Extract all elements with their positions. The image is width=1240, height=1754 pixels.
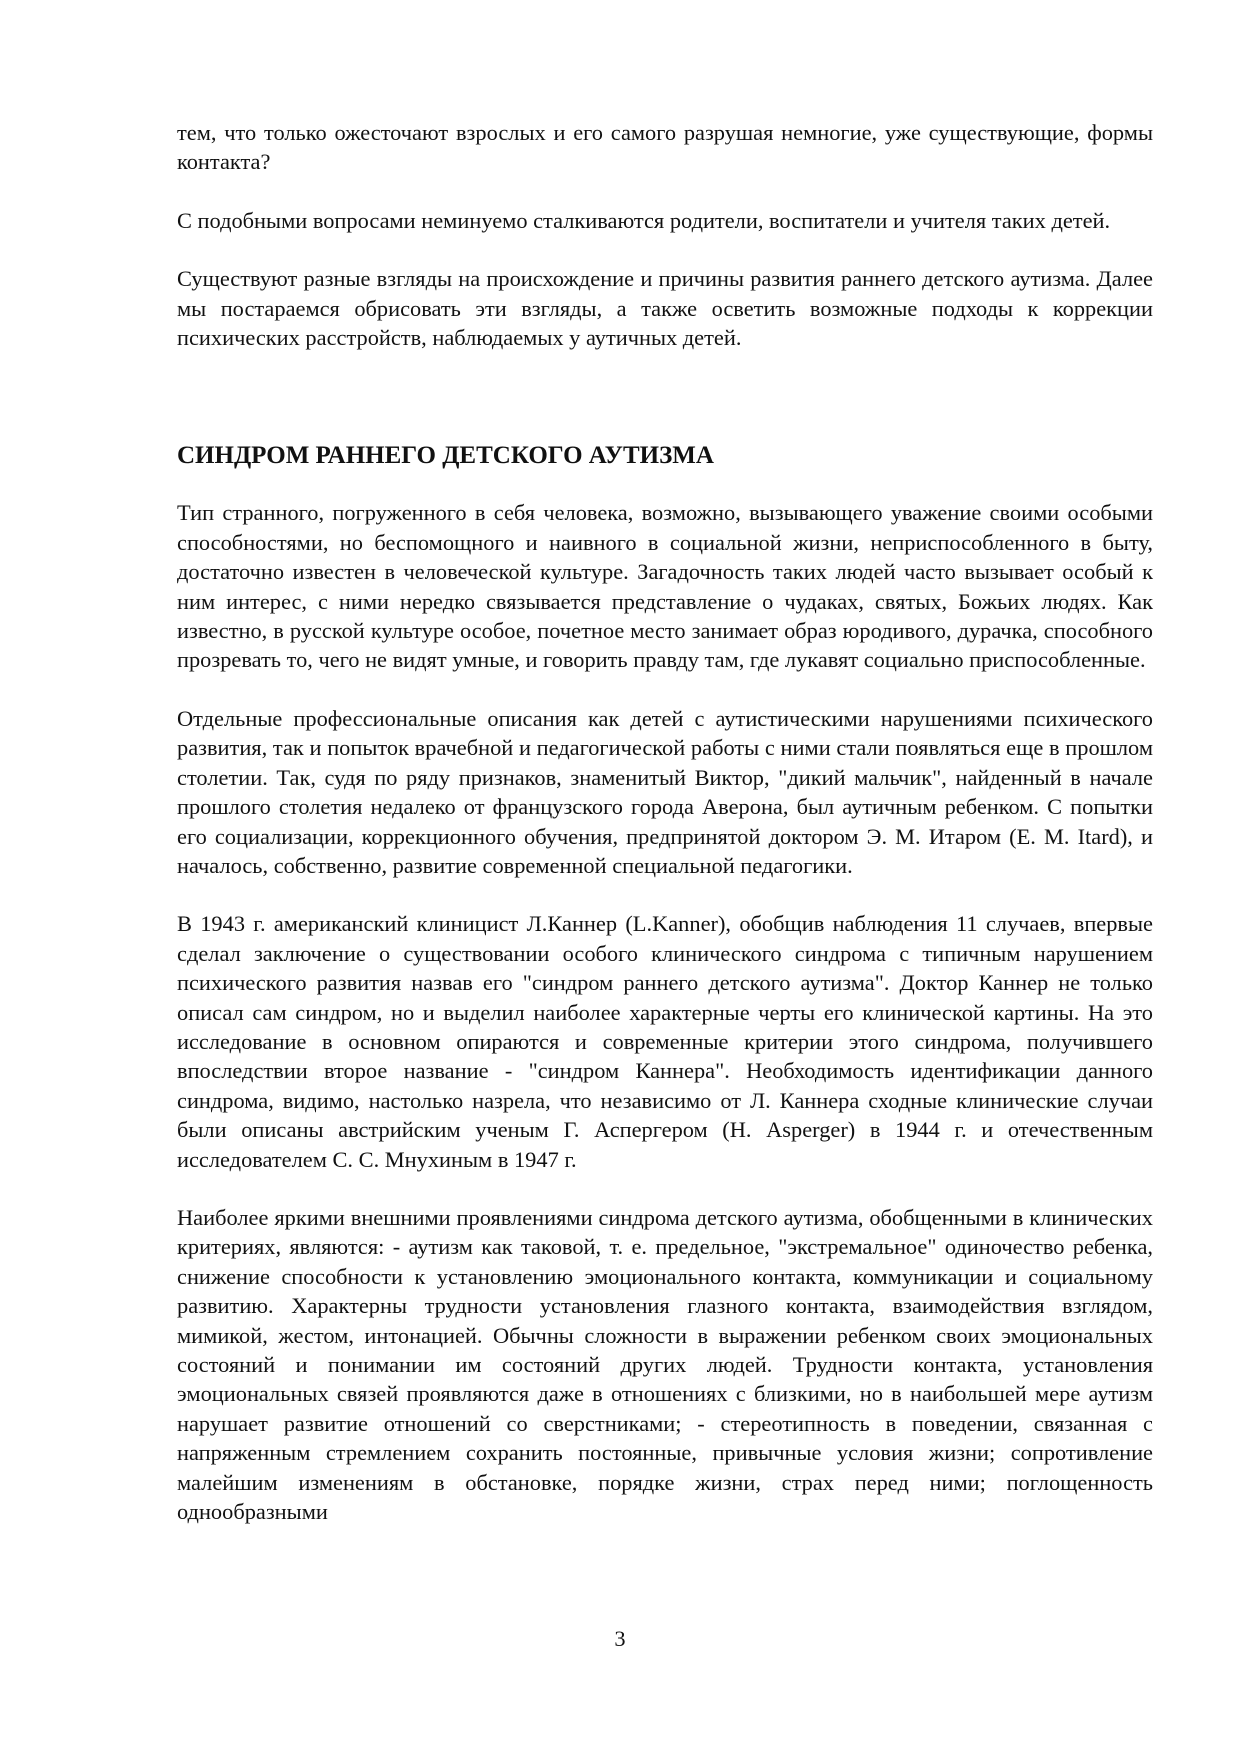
- section-heading: СИНДРОМ РАННЕГО ДЕТСКОГО АУТИЗМА: [177, 442, 714, 470]
- paragraph-intro-1: тем, что только ожесточают взрослых и его самого разрушая немногие, уже существующие, формы контакта?: [177, 120, 1153, 175]
- paragraph-section-1: Тип странного, погруженного в себя человека, возможно, вызывающего уважение своими особыми способностями, но беспомощного и наивного в социальной жизни, неприспособленного в быту, достаточно известен в человеческой культуре. Загадочность таких людей часто вызывает особый к ним интерес, с ними нередко связывается представление о чудаках, святых, Божьих людях. Как известно, в русской культуре особое, почетное место занимает образ юродивого, дурачка, способного прозревать то, чего не видят умные, и говорить правду там, где лукавят социально приспособленные.: [177, 500, 1153, 673]
- paragraph-intro-3: Существуют разные взгляды на происхождение и причины развития раннего детского аутизма. Далее мы постараемся обрисовать эти взгляды, а также осветить возможные подходы к коррекции психических расстройств, наблюдаемых у аутичных детей.: [177, 266, 1153, 351]
- paragraph-section-2: Отдельные профессиональные описания как детей с аутистическими нарушениями психического развития, так и попыток врачебной и педагогической работы с ними стали появляться еще в прошлом столетии. Так, судя по ряду признаков, знаменитый Виктор, "дикий мальчик", найденный в начале прошлого столетия недалеко от французского города Аверона, был аутичным ребенком. С попытки его социализации, коррекционного обучения, предпринятой доктором Э. М. Итаром (Е. М. Itard), и началось, собственно, развитие современной специальной педагогики.: [177, 705, 1153, 878]
- page-number: 3: [614, 1626, 626, 1651]
- paragraph-intro-2: С подобными вопросами неминуемо сталкиваются родители, воспитатели и учителя таких детей.: [177, 207, 1111, 233]
- paragraph-section-4: Наиболее яркими внешними проявлениями синдрома детского аутизма, обобщенными в клинических критериях, являются: - аутизм как таковой, т. е. предельное, "экстремальное" одиночество ребенка, снижение способности к установлению эмоционального контакта, коммуникации и социальному развитию. Характерны трудности установления глазного контакта, взаимодействия взглядом, мимикой, жестом, интонацией. Обычны сложности в выражении ребенком своих эмоциональных состояний и понимании им состояний других людей. Трудности контакта, установления эмоциональных связей проявляются даже в отношениях с близкими, но в наибольшей мере аутизм нарушает развитие отношений со сверстниками; - стереотипность в поведении, связанная с напряженным стремлением сохранить постоянные, привычные условия жизни; сопротивление малейшим изменениям в обстановке, порядке жизни, страх перед ними; поглощенность однообразными: [177, 1204, 1153, 1525]
- page-body: [177, 118, 1153, 1526]
- paragraph-section-3: В 1943 г. американский клиницист Л.Каннер (L.Kanner), обобщив наблюдения 11 случаев, впервые сделал заключение о существовании особого клинического синдрома с типичным нарушением психического развития назвав его "синдром раннего детского аутизма". Доктор Каннер не только описал сам синдром, но и выделил наиболее характерные черты его клинической картины. На это исследование в основном опираются и современные критерии этого синдрома, получившего впоследствии второе название - "синдром Каннера". Необходимость идентификации данного синдрома, видимо, настолько назрела, что независимо от Л. Каннера сходные клинические случаи были описаны австрийским ученым Г. Аспергером (Н. Asperger) в 1944 г. и отечественным исследователем С. С. Мнухиным в 1947 г.: [177, 911, 1153, 1172]
